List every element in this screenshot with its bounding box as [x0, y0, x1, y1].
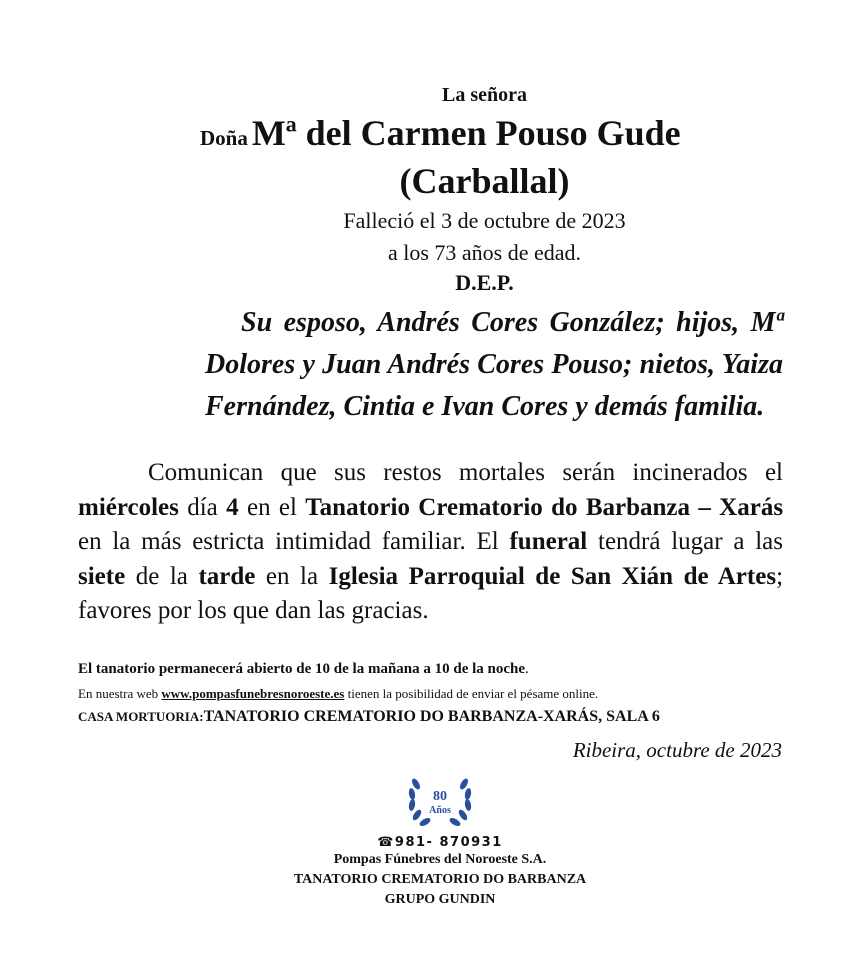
- phone-number: 981- 870931: [394, 835, 503, 850]
- announcement-text: día: [187, 493, 218, 521]
- announcement-text: en la: [265, 562, 319, 590]
- logo-word: Años: [429, 805, 451, 816]
- web-notice-pre: En nuestra web: [78, 686, 159, 701]
- announcement-text: Comunican que sus restos mortales serán incinerados el: [148, 459, 783, 486]
- funeral-time: siete: [78, 562, 126, 590]
- day-number: 4: [226, 493, 239, 521]
- anniversary-logo: [400, 770, 480, 832]
- funeral-word: funeral: [509, 528, 588, 555]
- funeral-home-value: TANATORIO CREMATORIO DO BARBANZA-XARÁS, SALA 6: [203, 708, 660, 725]
- phone-line: [0, 835, 849, 850]
- church-name: Iglesia Parroquial de San Xián de Artes: [328, 562, 777, 590]
- family-paragraph: Su esposo, Andrés Cores González; hijos, Mª Dolores y Juan Andrés Cores Pouso; nietos, Yaiza Fernández, Cintia e Ivan Cores y demás familia.: [205, 307, 783, 422]
- age-text: a los 73 años de edad.: [387, 240, 582, 265]
- announcement-text: ; favores por los que dan las gracias.: [78, 562, 784, 624]
- announcement-text: en el: [246, 493, 297, 521]
- deceased-name-line: [200, 112, 681, 154]
- group-name: GRUPO GUNDIN: [384, 892, 496, 907]
- intro-text: La señora: [442, 84, 527, 106]
- opening-hours-text: El tanatorio permanecerá abierto de 10 de la mañana a 10 de la noche: [78, 661, 526, 677]
- death-date: Falleció el 3 de octubre de 2023: [343, 208, 626, 233]
- announcement-paragraph: [78, 456, 783, 629]
- funeral-period: tarde: [198, 562, 256, 590]
- announcement-text: tendrá lugar a las: [598, 528, 783, 555]
- web-notice-post: tienen la posibilidad de enviar el pésame online.: [347, 686, 599, 701]
- announcement-text: de la: [135, 562, 188, 590]
- opening-hours: [78, 661, 529, 678]
- rip-text: D.E.P.: [455, 270, 514, 295]
- laurel-wreath-icon: [400, 770, 480, 832]
- cremation-venue: Tanatorio Crematorio do Barbanza – Xarás: [305, 493, 784, 521]
- tanatorio-name: TANATORIO CREMATORIO DO BARBANZA: [293, 872, 587, 887]
- deceased-alias: (Carballal): [399, 161, 570, 201]
- day-name: miércoles: [78, 493, 179, 521]
- place-date: Ribeira, octubre de 2023: [572, 738, 782, 762]
- honorific: Doña: [200, 126, 248, 150]
- logo-number: 80: [433, 789, 447, 804]
- opening-hours-end: .: [525, 661, 529, 677]
- web-notice: [78, 686, 598, 702]
- phone-icon: ☎: [377, 835, 395, 850]
- funeral-home-label: CASA MORTUORIA:: [78, 709, 204, 724]
- company-name: Pompas Fúnebres del Noroeste S.A.: [333, 852, 547, 867]
- announcement-text: en la más estricta intimidad familiar. El: [78, 528, 499, 555]
- website-link[interactable]: www.pompasfunebresnoroeste.es: [161, 686, 345, 701]
- deceased-name: Mª del Carmen Pouso Gude: [251, 113, 681, 153]
- funeral-home: [78, 708, 660, 726]
